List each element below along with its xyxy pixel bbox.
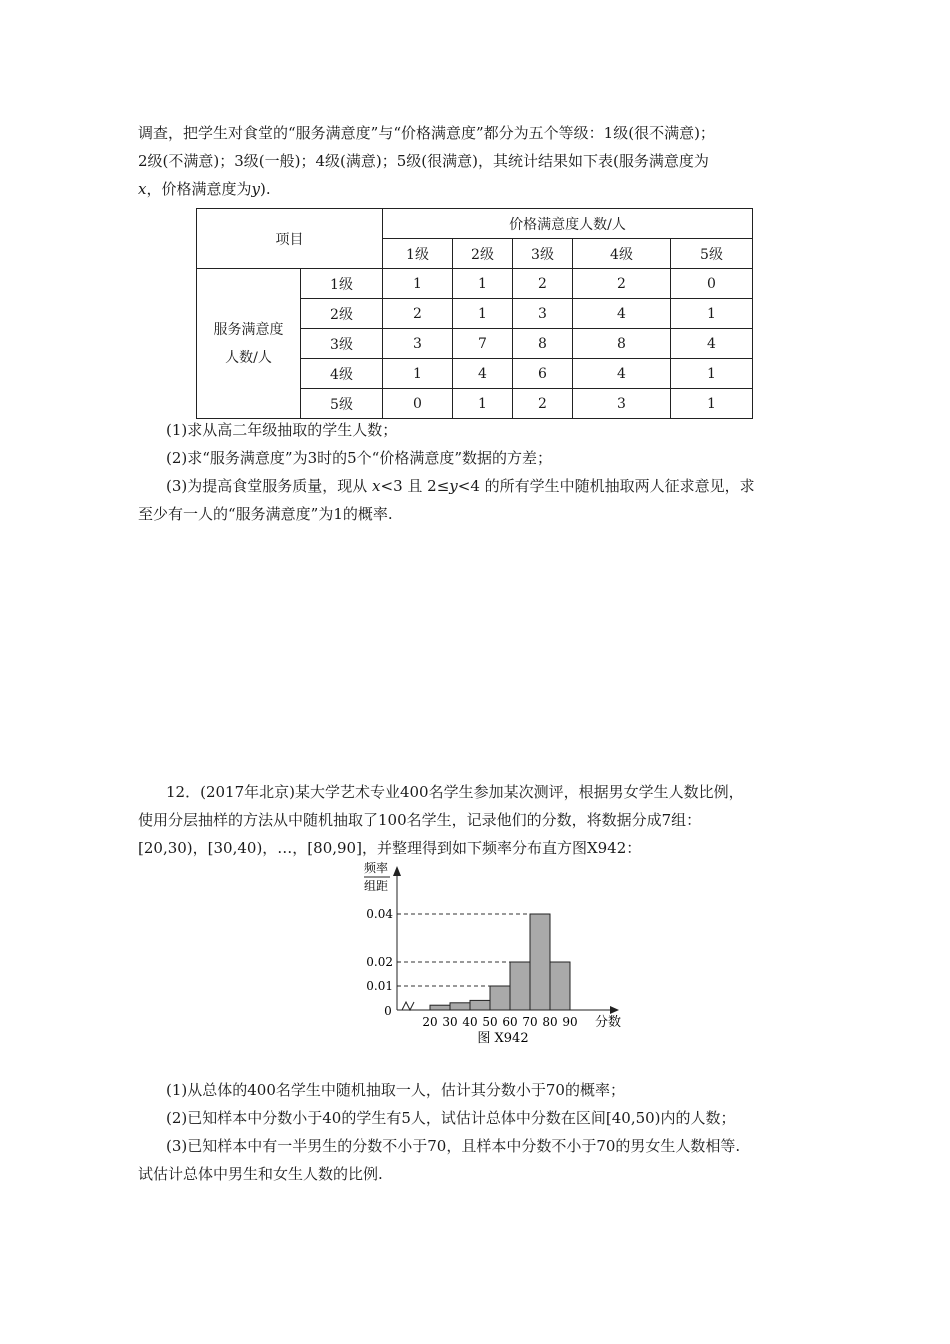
row-level: 1级 [301,269,383,299]
table-cell: 2 [573,269,671,299]
histogram-bar [510,962,530,1010]
x-tick-label: 40 [462,1015,478,1029]
table-cell: 2 [513,269,573,299]
table-cell: 4 [453,359,513,389]
y-label-bottom: 组距 [363,879,389,893]
intro-line-3-end: ). [259,180,271,198]
q11-part-3 [166,472,816,500]
row-level: 4级 [301,359,383,389]
y-tick-label: 0.02 [366,955,393,969]
table-cell: 4 [573,299,671,329]
q12-subquestions [166,1076,816,1160]
y-axis-arrow [393,866,401,876]
row-level: 5级 [301,389,383,419]
col-level: 5级 [671,239,753,269]
y-tick-label: 0.01 [366,979,393,993]
table-cell: 6 [513,359,573,389]
q12-stem [138,778,818,862]
q12-part-3-line-1: (3)已知样本中有一半男生的分数不小于70，且样本中分数不小于70的男女生人数相等. [166,1137,741,1155]
intro-paragraph [138,119,818,203]
x-axis-label: 分数 [594,1015,622,1030]
table-cell: 1 [453,269,513,299]
table-cell: 4 [573,359,671,389]
var-y: y [449,477,458,495]
table-cell: 4 [671,329,753,359]
q11-part-2: (2)求“服务满意度”为3时的5个“价格满意度”数据的方差； [166,449,553,467]
q11-part-1: (1)求从高二年级抽取的学生人数； [166,421,398,439]
intro-line-3 [138,175,818,203]
origin-label: 0 [384,1004,392,1018]
x-tick-label: 50 [482,1015,498,1029]
q11-part-3-b: <3 且 2≤ [380,477,450,495]
table-cell: 1 [671,299,753,329]
table-cell: 8 [573,329,671,359]
y-tick-label: 0.04 [366,907,393,921]
x-tick-label: 30 [442,1015,458,1029]
q12-part-3-line-2: 试估计总体中男生和女生人数的比例. [138,1165,383,1183]
table-cell: 3 [383,329,453,359]
table-cell: 0 [671,269,753,299]
x-tick-label: 80 [542,1015,558,1029]
axis-break-icon [402,1002,414,1010]
x-tick-label: 70 [522,1015,538,1029]
chart-caption: 图 X942 [477,1031,529,1046]
histogram-bar [450,1003,470,1010]
q12-part-2: (2)已知样本中分数小于40的学生有5人，试估计总体中分数在区间[40,50)内的人数； [166,1109,736,1127]
intro-line-1: 调查，把学生对食堂的“服务满意度”与“价格满意度”都分为五个等级：1级(很不满意)； [138,124,715,142]
col-level: 2级 [453,239,513,269]
histogram-bar [430,1005,450,1010]
x-tick-label: 20 [422,1015,438,1029]
table-cell: 0 [383,389,453,419]
x-axis-arrow [610,1006,619,1014]
table-cell: 8 [513,329,573,359]
table-cell: 1 [671,389,753,419]
table-col-group: 价格满意度人数/人 [383,209,753,239]
row-level: 3级 [301,329,383,359]
table-cell: 1 [453,299,513,329]
x-tick-label: 90 [562,1015,578,1029]
col-level: 3级 [513,239,573,269]
var-y: y [251,180,260,198]
q12-line-3: [20,30)，[30,40)，…，[80,90]，并整理得到如下频率分布直方图X942： [138,839,642,857]
q11-subquestions [166,416,816,500]
table-cell: 1 [671,359,753,389]
table-cell: 7 [453,329,513,359]
var-x: x [138,180,147,198]
row-level: 2级 [301,299,383,329]
var-x: x [372,477,381,495]
intro-line-2: 2级(不满意)；3级(一般)；4级(满意)；5级(很满意)，其统计结果如下表(服务满意度为 [138,152,709,170]
intro-line-3-mid: ，价格满意度为 [146,180,252,198]
y-label-top: 频率 [363,861,389,875]
q11-part-3-line-2: 至少有一人的“服务满意度”为1的概率. [138,505,393,523]
table-cell: 1 [383,359,453,389]
histogram-bar [490,986,510,1010]
q12-line-1: 12．(2017年北京)某大学艺术专业400名学生参加某次测评，根据男女学生人数比例， [166,783,744,801]
q11-part-3-c: <4 的所有学生中随机抽取两人征求意见，求 [457,477,755,495]
row-group-line-1: 服务满意度 [213,321,284,338]
histogram-bar [550,962,570,1010]
table-cell: 1 [383,269,453,299]
col-level: 1级 [383,239,453,269]
q11-part-3-a: (3)为提高食堂服务质量，现从 [166,477,373,495]
histogram-bar [470,1000,490,1010]
q12-part-3-continuation [138,1160,818,1188]
table-cell: 2 [383,299,453,329]
q12-part-1: (1)从总体的400名学生中随机抽取一人，估计其分数小于70的概率； [166,1081,625,1099]
q11-part-3-continuation [138,500,818,528]
table-corner: 项目 [197,209,383,269]
x-tick-label: 60 [502,1015,518,1029]
q12-line-2: 使用分层抽样的方法从中随机抽取了100名学生，记录他们的分数，将数据分成7组： [138,811,702,829]
satisfaction-table [196,208,753,419]
row-group-line-2: 人数/人 [225,349,272,366]
table-cell: 3 [513,299,573,329]
table-cell: 3 [573,389,671,419]
table-row-group [197,269,301,419]
frequency-histogram [340,860,640,1050]
table-cell: 1 [453,389,513,419]
table-cell: 2 [513,389,573,419]
histogram-bar [530,914,550,1010]
table-row [197,269,753,299]
col-level: 4级 [573,239,671,269]
